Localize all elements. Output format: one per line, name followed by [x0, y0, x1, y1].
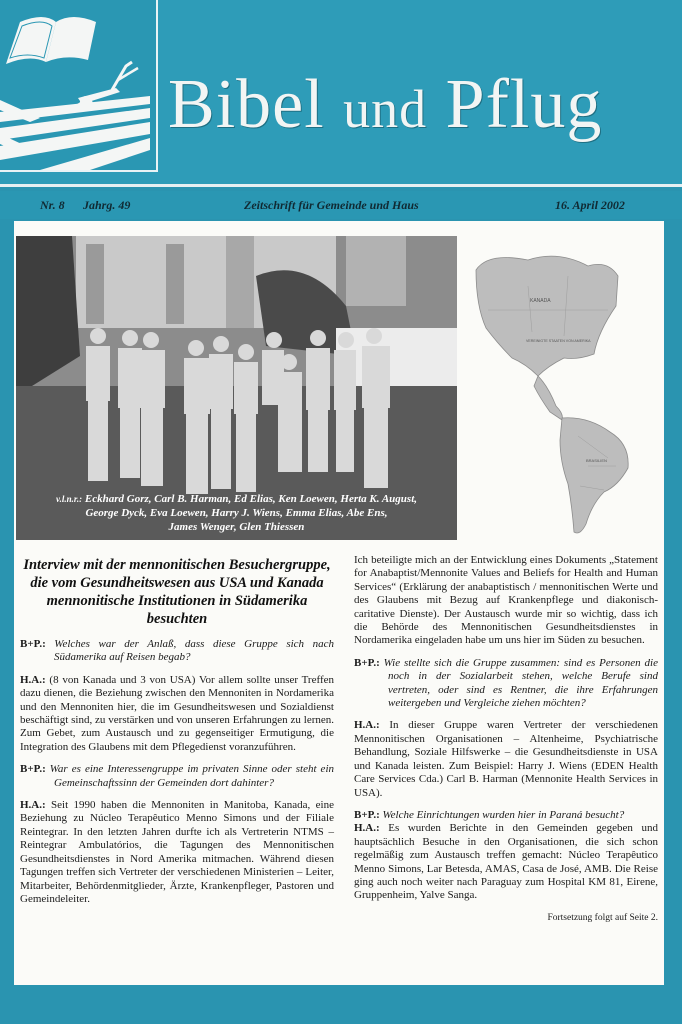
answer-3-text: In dieser Gruppe waren Vertreter der verschiedenen Mennonitischen Organisationen – Altenheime, Psychiatrische Behandlung, Soziale Hilfswerke – die Gesundheitsdienste in USA und Kanada leisten. Zum Beispiel: Harry J. Wiens (EDEN Health Care Services Cda.) Carl B. Harman (Mennonite Health Services in USA).: [354, 719, 658, 799]
question-1: [20, 638, 334, 665]
article-left-column: [20, 556, 334, 915]
answer-2-continued: Ich beteiligte mich an der Entwicklung eines Dokuments „Statement for Anabaptist/Mennonite Values and Beliefs for Health and Human Services“ (Erklärung der anabaptistisch / mennonitischen Werte und des Glaubens mit Bezug auf Krankenpflege und diakonisch-caritative Dienste). Der Austausch wurde mir so wichtig, dass ich die Behörde des Mennonitischen Gesundheitsdienstes in Nordamerika eingeladen habe um uns hier im Süden zu besuchen.: [354, 554, 658, 647]
question-1-text: Welches war der Anlaß, dass diese Gruppe sich nach Südamerika auf Reisen begab?: [45, 638, 334, 664]
article-headline: Interview mit der mennonitischen Besuchergruppe, die vom Gesundheitswesen aus USA und Kanada mennonitische Institutionen in Südamerika besuchten: [23, 557, 331, 627]
answer-1: [20, 674, 334, 754]
caption-line-1: [16, 492, 457, 506]
title-bibel: Bibel: [168, 66, 344, 143]
question-4-text: Welche Einrichtungen wurden hier in Paraná besucht?: [379, 808, 625, 821]
caption-line-3: James Wenger, Glen Thiessen: [168, 521, 305, 533]
divider-rule: [0, 184, 682, 187]
caption-prefix: v.l.n.r.:: [55, 494, 83, 504]
caption-names-1: Eckhard Gorz, Carl B. Harman, Ed Elias, Ken Loewen, Herta K. August,: [84, 493, 418, 505]
masthead: [0, 0, 682, 186]
issue-year: Jahrg. 49: [83, 198, 131, 212]
question-2-tag: B+P.:: [20, 763, 46, 776]
map-label-brasil: BRASILIEN: [586, 458, 607, 463]
issue-number: Nr. 8: [40, 198, 65, 212]
answer-3: [354, 719, 658, 799]
logo: [0, 0, 158, 172]
answer-2-text: Seit 1990 haben die Mennoniten in Manitoba, Kanada, eine Beziehung zu Núcleo Terapêutico Menno Simons und der Filiale Reintegrar. In den letzten Jahren durfte ich als Vertreterin NTMS – Reintegrar Ambulatórios, die Tagungen des Mennonitischen Gesundheitsdienstes in Nord Amerika mitmachen. Während diesen Tagungen treffen sich Vertreter der verschiedenen Ministerien – Leiter, Mitarbeiter, Behördenmitglieder, Ärzte, Krankenpfleger, Pastoren und Gemeindeleiter.: [20, 799, 334, 905]
logo-graphic: [0, 0, 156, 170]
map-label-usa: VEREINIGTE STAATEN VON AMERIKA: [526, 339, 591, 343]
photo-caption: [16, 492, 457, 534]
answer-2-tag: H.A.:: [20, 799, 46, 812]
map-label-canada: KANADA: [530, 298, 551, 304]
question-4-tag: B+P.:: [354, 808, 380, 821]
question-3-text: Wie stellte sich die Gruppe zusammen: sind es Personen die noch in der Sozialarbeit stehen, welche Berufe sind vertreten, oder sind es Rentner, die ihre Erfahrungen weitergeben und Vergleiche ziehen möchten?: [379, 656, 658, 710]
answer-4-text: Es wurden Berichte in den Gemeinden gegeben und hauptsächlich Besuche in den Organisationen, die sich schon regelmäßig zum Austausch treffen gemacht: Núcleo Terapêutico Menno Simons, Lar Betesda, AMAS, Casa de José, AMB. Die Reise ging auch noch weiter nach Paraguay zum Hospital KM 81, Eirene, Gruppenheim, Yalve Sanga.: [354, 822, 658, 902]
americas-map-image: [468, 236, 646, 540]
issue-band: [0, 191, 682, 219]
caption-line-2: George Dyck, Eva Loewen, Harry J. Wiens, Emma Elias, Abe Ens,: [85, 507, 388, 519]
title-pflug: Pflug: [427, 66, 603, 143]
question-1-tag: B+P.:: [20, 638, 46, 650]
bottom-band: [0, 985, 682, 1024]
article-right-column: [354, 554, 658, 934]
answer-4: [354, 822, 658, 902]
field-furrows-icon: [0, 96, 150, 170]
open-bible-icon: [6, 17, 96, 64]
answer-1-text: (8 von Kanada und 3 von USA) Vor allem sollte unser Treffen dazu dienen, die Beziehung zwischen den Mennoniten in Nordamerika und den Mennoniten hier, die im Gesundheitswesen und Sozialdienst beschäftigt sind, zu verstärken und von unseren Erfahrungen zu lernen. Zum Gebet, zum Austausch und zu gegenseitiger Ermutigung, die Integration des Glaubens mit dem Pflegedienst voranzuführen.: [20, 673, 334, 753]
answer-3-tag: H.A.:: [354, 719, 380, 732]
continued-note: Fortsetzung folgt auf Seite 2.: [547, 912, 658, 923]
answer-2: [20, 799, 334, 906]
masthead-title: [168, 66, 603, 143]
title-und: und: [343, 79, 428, 139]
americas-map: [468, 236, 646, 540]
answer-4-tag: H.A.:: [354, 822, 380, 835]
question-2: [20, 763, 334, 790]
question-2-text: War es eine Interessengruppe im privaten Sinne oder steht ein Gemeinschaftssinn der Gemeinden dort dahinter?: [45, 763, 334, 789]
issue-date: 16. April 2002: [555, 198, 625, 212]
question-3-tag: B+P.:: [354, 656, 380, 669]
answer-1-tag: H.A.:: [20, 673, 46, 686]
issue-subtitle: Zeitschrift für Gemeinde und Haus: [244, 198, 419, 212]
question-3: [354, 657, 658, 711]
question-4: [354, 809, 658, 822]
group-photo: [16, 236, 457, 540]
